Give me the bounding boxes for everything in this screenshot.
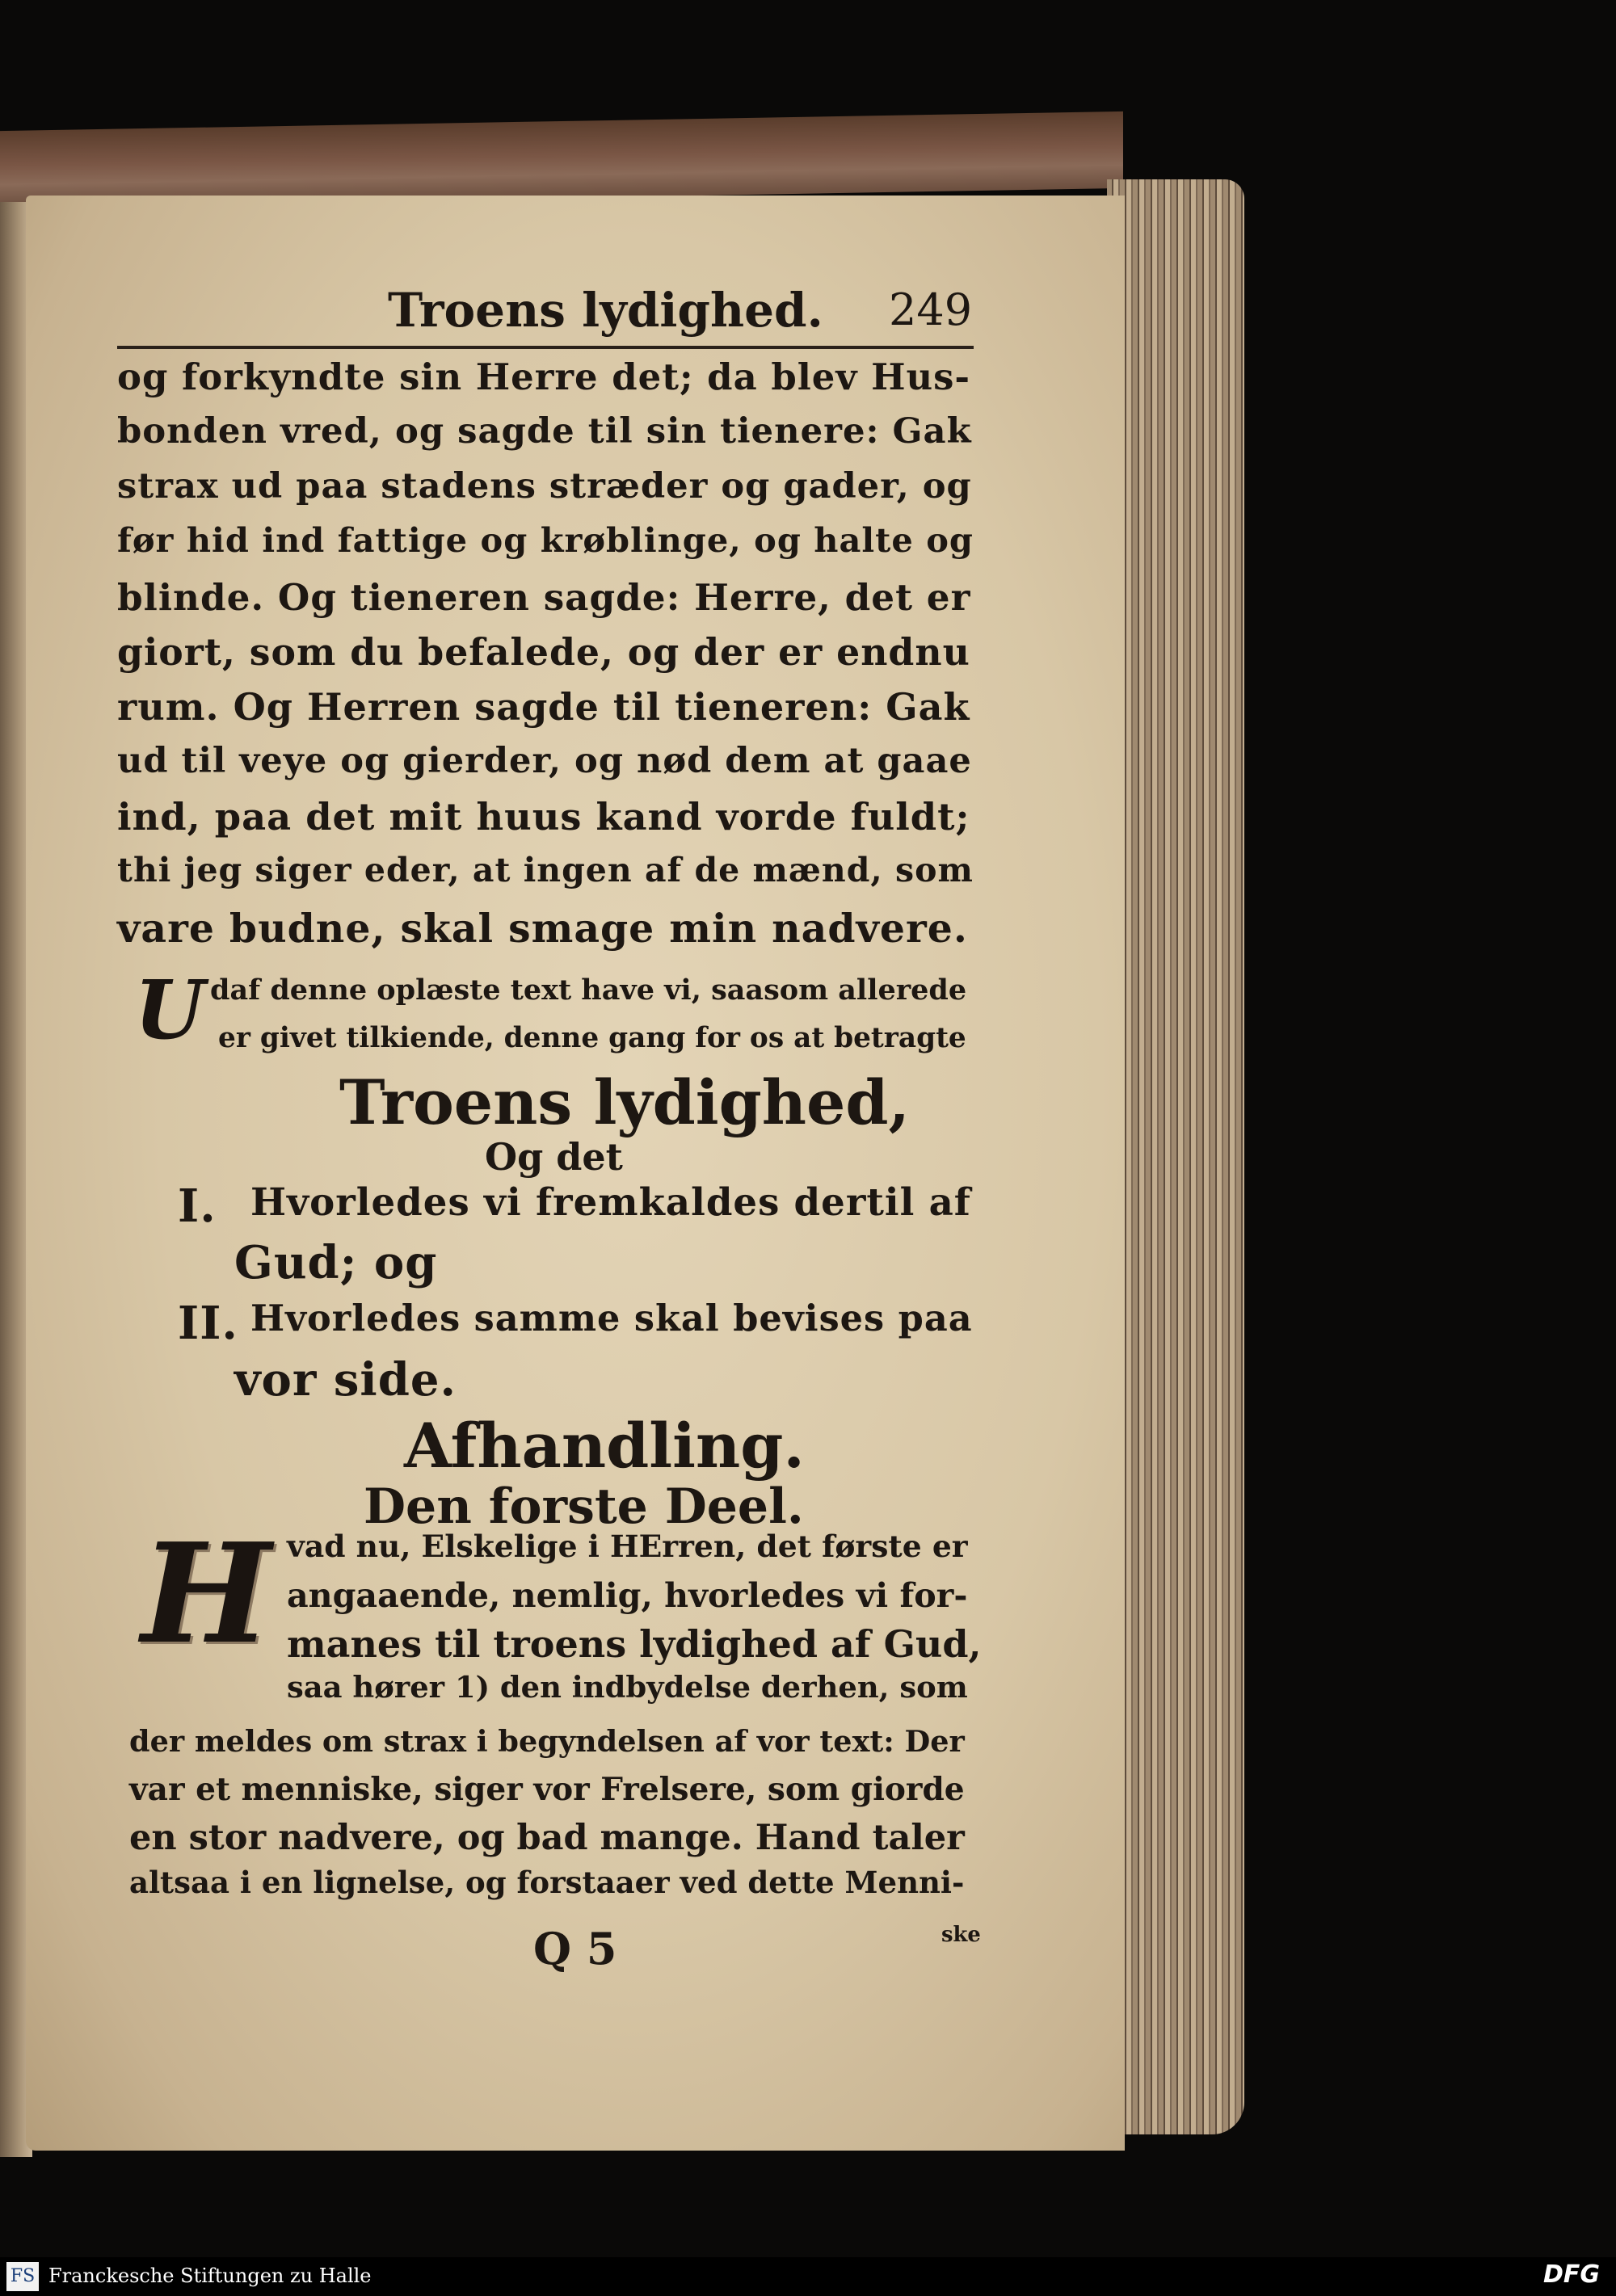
body-line-1: og forkyndte sin Herre det; da blev Hus- (117, 355, 971, 398)
signature-mark: Q 5 (533, 1923, 617, 1974)
body-line-2: bonden vred, og sagde til sin tienere: Gak (117, 410, 972, 452)
part-indented-line-3: manes til troens lydighed af Gud, (287, 1622, 982, 1666)
intro-initial: U (134, 962, 205, 1058)
intro-line-2: er givet tilkiende, denne gang for os at betragte (218, 1022, 966, 1054)
dfg-logo: DFG (1542, 2260, 1600, 2289)
intro-line-1: daf denne oplæste text have vi, saasom allerede (210, 973, 967, 1007)
body-line-4: før hid ind fattige og krøblinge, og halte og (117, 520, 974, 560)
body-line-5: blinde. Og tieneren sagde: Herre, det er (117, 575, 971, 619)
point-1-line-2: Gud; og (234, 1236, 438, 1289)
body-line-11: vare budne, skal smage min nadvere. (117, 905, 968, 952)
section-title: Afhandling. (404, 1410, 805, 1482)
point-2-line-1: Hvorledes samme skal bevises paa (250, 1297, 973, 1339)
og-det: Og det (485, 1135, 623, 1179)
body-line-10: thi jeg siger eder, at ingen af de mænd, som (117, 850, 974, 889)
point-2-line-2: vor side. (234, 1353, 457, 1407)
page-number: 249 (889, 284, 973, 335)
institution-credit: Franckesche Stiftungen zu Halle (48, 2264, 372, 2287)
part-initial: H (141, 1513, 271, 1675)
part-full-line-4: altsaa i en lignelse, og forstaaer ved dette Menni- (129, 1865, 965, 1900)
running-title: Troens lydighed. (388, 283, 823, 338)
part-indented-line-4: saa hører 1) den indbydelse derhen, som (287, 1669, 968, 1705)
body-line-3: strax ud paa stadens stræder og gader, og (117, 465, 972, 507)
part-full-line-1: der meldes om strax i begyndelsen af vor text: Der (129, 1724, 965, 1759)
part-full-line-3: en stor nadvere, og bad mange. Hand taler (129, 1818, 965, 1858)
point-1-line-1: Hvorledes vi fremkaldes dertil af (250, 1180, 971, 1224)
body-line-7: rum. Og Herren sagde til tieneren: Gak (117, 685, 970, 729)
body-line-6: giort, som du befalede, og der er endnu (117, 630, 970, 674)
fore-edge-pages (1107, 179, 1244, 2134)
topic-title: Troens lydighed, (339, 1066, 911, 1138)
header-rule (117, 346, 974, 349)
body-line-8: ud til veye og gierder, og nød dem at gaae (117, 740, 972, 781)
part-indented-line-1: vad nu, Elskelige i HErren, det første er (287, 1529, 968, 1564)
book-top-edge (0, 111, 1123, 208)
part-indented-line-2: angaaende, nemlig, hvorledes vi for- (287, 1575, 968, 1615)
point-1-numeral: I. (178, 1180, 217, 1233)
body-line-9: ind, paa det mit huus kand vorde fuldt; (117, 795, 970, 839)
part-title: Den forste Deel. (364, 1478, 804, 1535)
catchword: ske (941, 1923, 981, 1947)
institution-logo: FS (6, 2262, 39, 2291)
point-2-numeral: II. (178, 1297, 238, 1350)
part-full-line-2: var et menniske, siger vor Frelsere, som giorde (129, 1771, 965, 1808)
